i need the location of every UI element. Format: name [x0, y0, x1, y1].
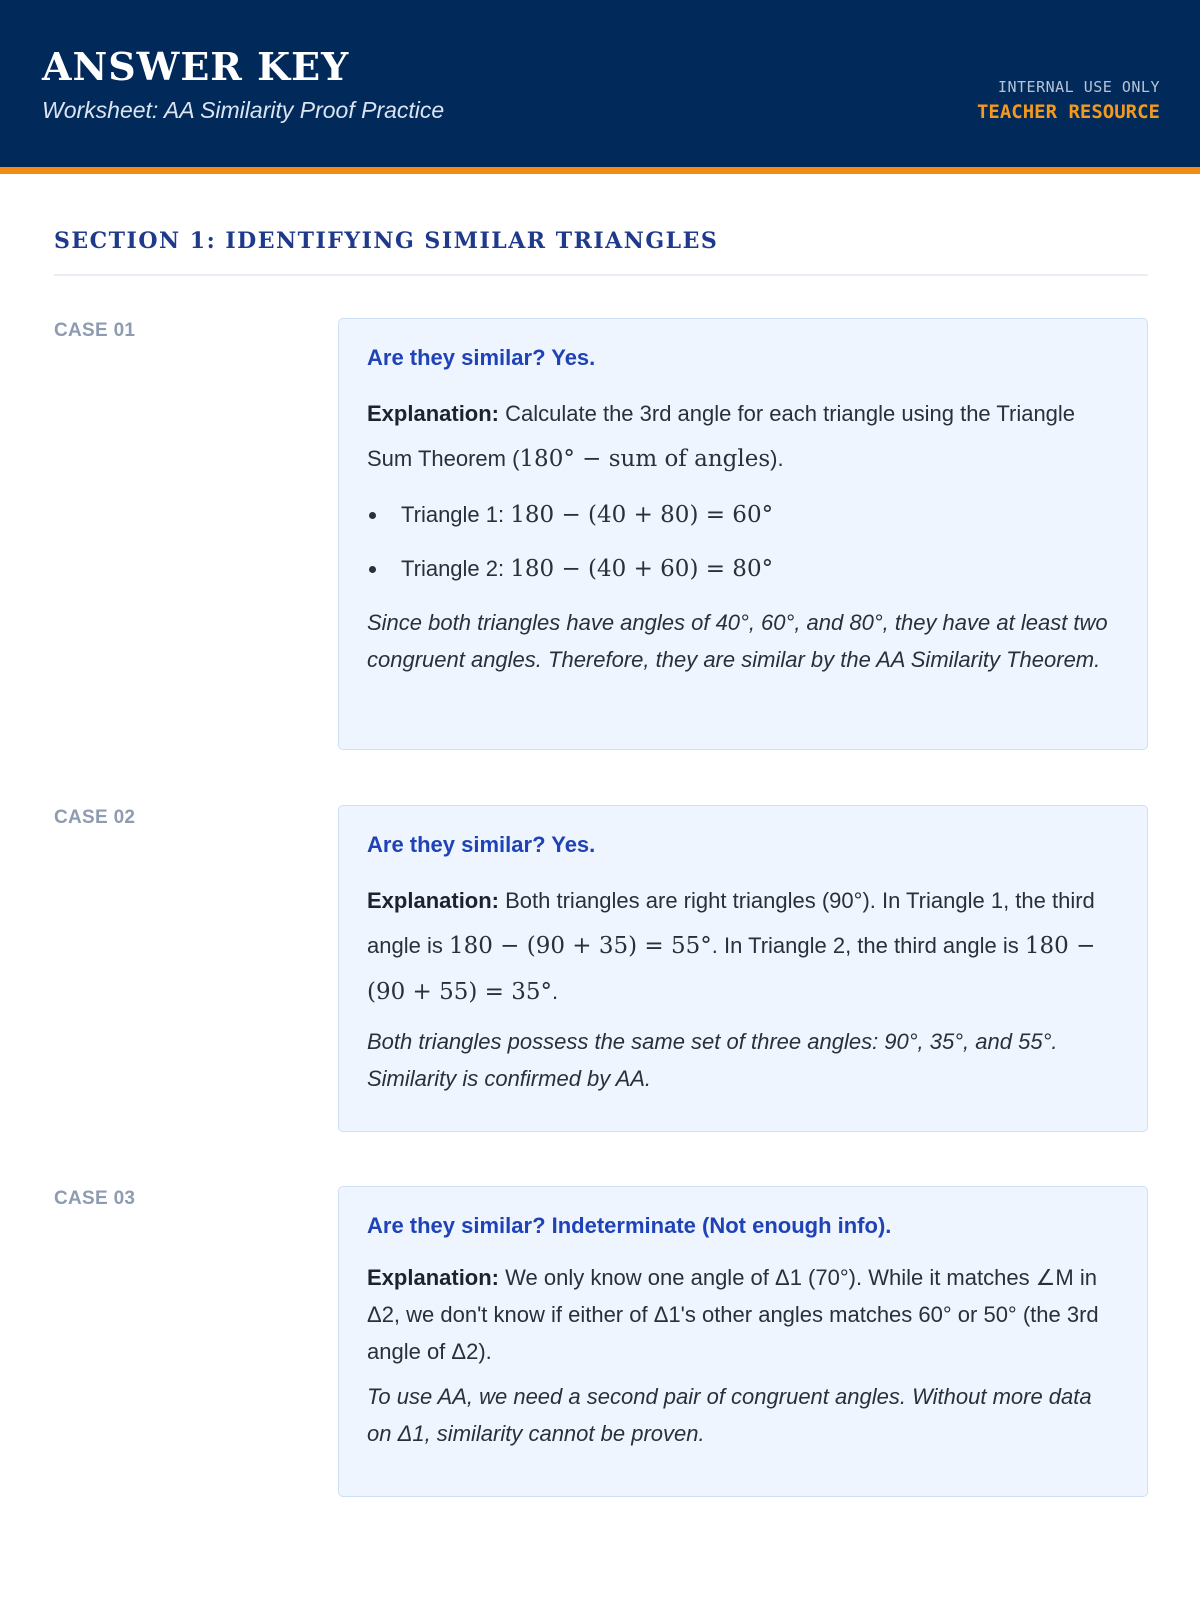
worksheet-subtitle: Worksheet: AA Similarity Proof Practice — [42, 97, 445, 123]
explanation — [367, 1259, 1119, 1370]
case-card-01 — [338, 318, 1148, 750]
case-label-01: CASE 01 — [54, 320, 136, 341]
explanation-math: 180 − (90 + 55) = 35° — [367, 933, 1096, 1005]
case-label-03: CASE 03 — [54, 1188, 136, 1209]
explanation-label: Explanation: — [367, 888, 500, 913]
similarity-answer: Are they similar? Yes. — [367, 345, 596, 370]
bullet-prefix: Triangle 2: — [401, 556, 511, 581]
explanation-text: Both triangles are right triangles (90°). In Triangle 1, the third angle is — [367, 888, 1095, 958]
section-divider — [54, 274, 1148, 276]
explanation — [367, 391, 1119, 482]
case-card-03 — [338, 1186, 1148, 1497]
conclusion: Both triangles possess the same set of three angles: 90°, 35°, and 55°. Similarity is confirmed by AA. — [367, 1029, 1058, 1091]
bullet-dot — [369, 566, 376, 573]
triangle-list — [367, 488, 1119, 596]
explanation-end: ). — [770, 446, 784, 471]
explanation-math: 180 − (90 + 35) = 55° — [448, 933, 712, 959]
similarity-answer: Are they similar? Indeterminate (Not enough info). — [367, 1213, 892, 1238]
bullet-dot — [369, 512, 376, 519]
explanation-text: Calculate the 3rd angle for each triangle using the Triangle Sum Theorem ( — [367, 401, 1076, 471]
bullet-math: 180 − (40 + 60) = 80° — [510, 556, 774, 582]
explanation-text: . In Triangle 2, the third angle is — [711, 933, 1025, 958]
explanation-math: 180° − sum of angles — [519, 446, 771, 472]
list-item — [367, 542, 1119, 596]
case-label-02: CASE 02 — [54, 807, 136, 828]
explanation — [367, 878, 1119, 1015]
internal-use-label: INTERNAL USE ONLY — [997, 78, 1160, 96]
teacher-resource-label: TEACHER RESOURCE — [976, 101, 1160, 123]
bullet-math: 180 − (40 + 80) = 60° — [510, 502, 774, 528]
header-banner — [0, 0, 1200, 174]
explanation-label: Explanation: — [367, 1265, 500, 1290]
bullet-prefix: Triangle 1: — [401, 502, 511, 527]
similarity-answer: Are they similar? Yes. — [367, 832, 596, 857]
explanation-label: Explanation: — [367, 401, 500, 426]
list-item — [367, 488, 1119, 542]
explanation-text: We only know one angle of Δ1 (70°). While it matches ∠M in Δ2, we don't know if either of Δ1's other angles matches 60° or 50° (the 3rd angle of Δ2). — [367, 1265, 1099, 1364]
page-title: ANSWER KEY — [42, 44, 350, 89]
conclusion: To use AA, we need a second pair of congruent angles. Without more data on Δ1, similarity cannot be proven. — [367, 1384, 1092, 1446]
case-card-02 — [338, 805, 1148, 1132]
explanation-end: . — [552, 979, 559, 1004]
conclusion: Since both triangles have angles of 40°, 60°, and 80°, they have at least two congruent angles. Therefore, they are similar by the AA Similarity Theorem. — [367, 610, 1108, 672]
section-heading: SECTION 1: IDENTIFYING SIMILAR TRIANGLES — [54, 228, 719, 254]
